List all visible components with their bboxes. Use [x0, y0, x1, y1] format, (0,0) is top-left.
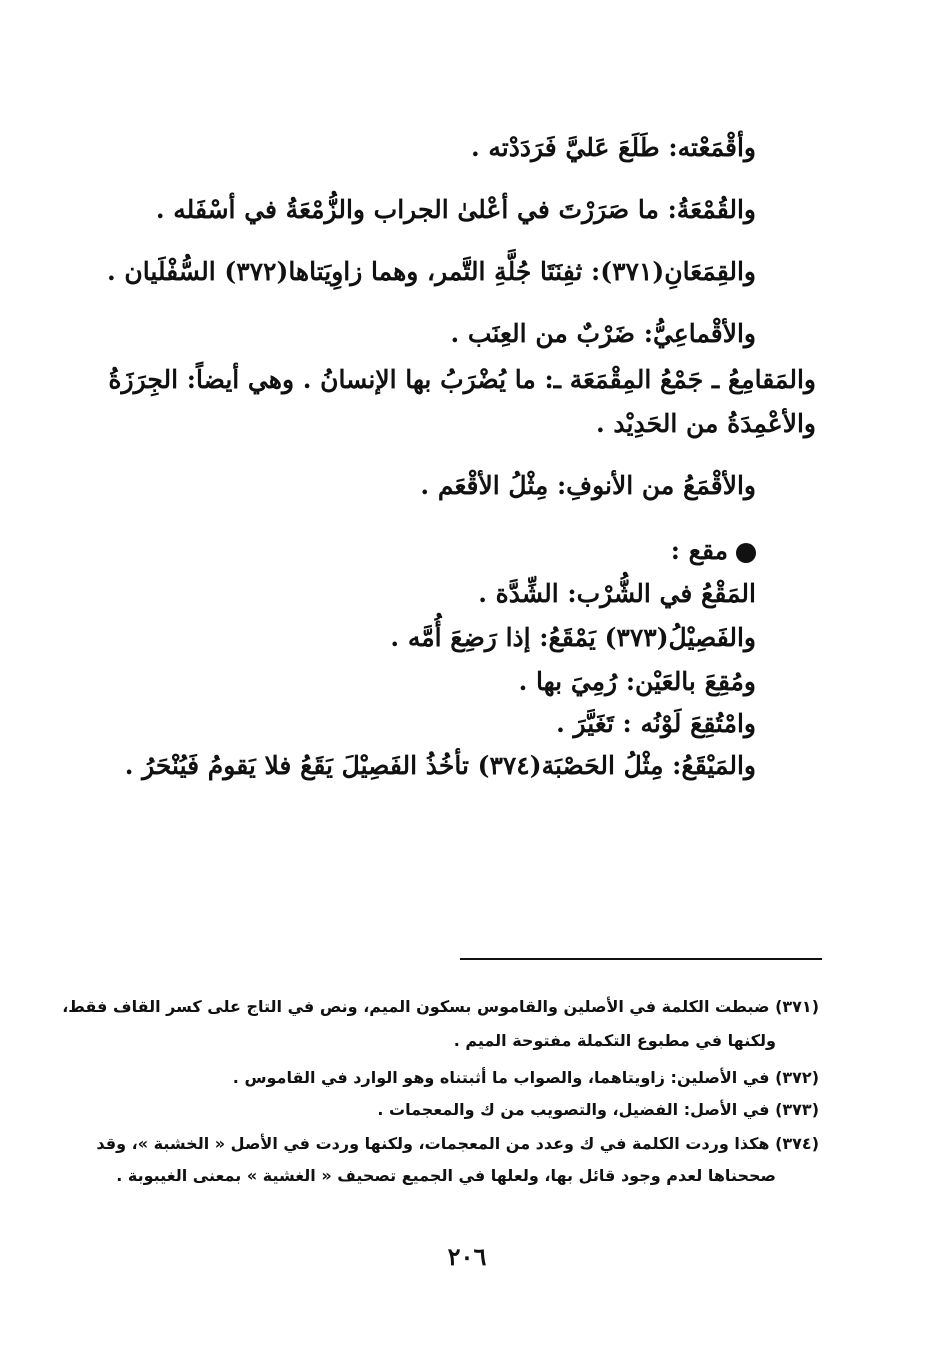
section-heading [671, 533, 756, 569]
entry-alaqma: والأقْمَعُ من الأنوفِ: مِثْلُ الأقْعَم . [420, 471, 756, 500]
footnote-divider [460, 958, 822, 960]
entry-alaqmaai: والأقْماعِيُّ: ضَرْبٌ من العِنَب . [450, 319, 756, 348]
entry-almaq: المَقْعُ في الشُّرْب: الشِّدَّة . [478, 579, 756, 608]
entry-imtuqia: وامْتُقِعَ لَوْنُه : تَغَيَّرَ . [556, 709, 756, 738]
footnote-374-continued: صححناها لعدم وجود قائل بها، ولعلها في الجميع تصحيف « الغشية » بمعنى الغيبوبة . [116, 1166, 776, 1185]
entry-alfasil: والفَصِيْلُ(٣٧٣) يَمْقَعُ: إذا رَضِعَ أُمَّه . [390, 623, 756, 652]
entry-aqmaatuh: وأقْمَعْته: طَلَعَ عَليَّ فَرَدَدْته . [470, 133, 756, 162]
entry-alqumah: والقُمْعَةُ: ما صَرَرْتَ في أعْلىٰ الجراب والزُّمْعَةُ في أسْفَله . [155, 195, 756, 224]
entry-almaqami: والمَقامِعُ ـ جَمْعُ المِقْمَعَة ـ: ما يُضْرَبُ بها الإنسانُ . وهي أيضاً: الجِرَزَةُ [108, 365, 816, 394]
page-number: ٢٠٦ [447, 1242, 487, 1271]
entry-alqimaan: والقِمَعَانِ(٣٧١): ثفِنَتَا جُلَّةِ التَّمر، وهما زاوِيَتاها(٣٧٢) السُّفْلَيان . [106, 257, 756, 286]
footnote-374: (٣٧٤) هكذا وردت الكلمة في ك وعدد من المعجمات، ولكنها وردت في الأصل « الخشبة »، وقد [96, 1134, 819, 1153]
footnote-371-continued: ولكنها في مطبوع التكملة مفتوحة الميم . [453, 1031, 776, 1050]
bullet-icon [736, 543, 756, 563]
footnote-372: (٣٧٢) في الأصلين: زاويتاهما، والصواب ما أثبتناه وهو الوارد في القاموس . [232, 1068, 819, 1087]
footnote-371: (٣٧١) ضبطت الكلمة في الأصلين والقاموس بسكون الميم، ونص في التاج على كسر القاف فقط، [62, 997, 819, 1016]
footnote-373: (٣٧٣) في الأصل: الفضيل، والتصويب من ك والمعجمات . [377, 1100, 819, 1119]
section-heading-text: مقع : [670, 536, 728, 565]
entry-almaqami-continued: والأعْمِدَةُ من الحَدِيْد . [595, 409, 816, 438]
entry-muqia: ومُقِعَ بالعَيْن: رُمِيَ بها . [518, 667, 756, 696]
entry-almaiqa: والمَيْقَعُ: مِثْلُ الحَصْبَة(٣٧٤) تأخُذُ الفَصِيْلَ يَقَعُ فلا يَقومُ فَيُنْحَرُ . [124, 751, 756, 780]
